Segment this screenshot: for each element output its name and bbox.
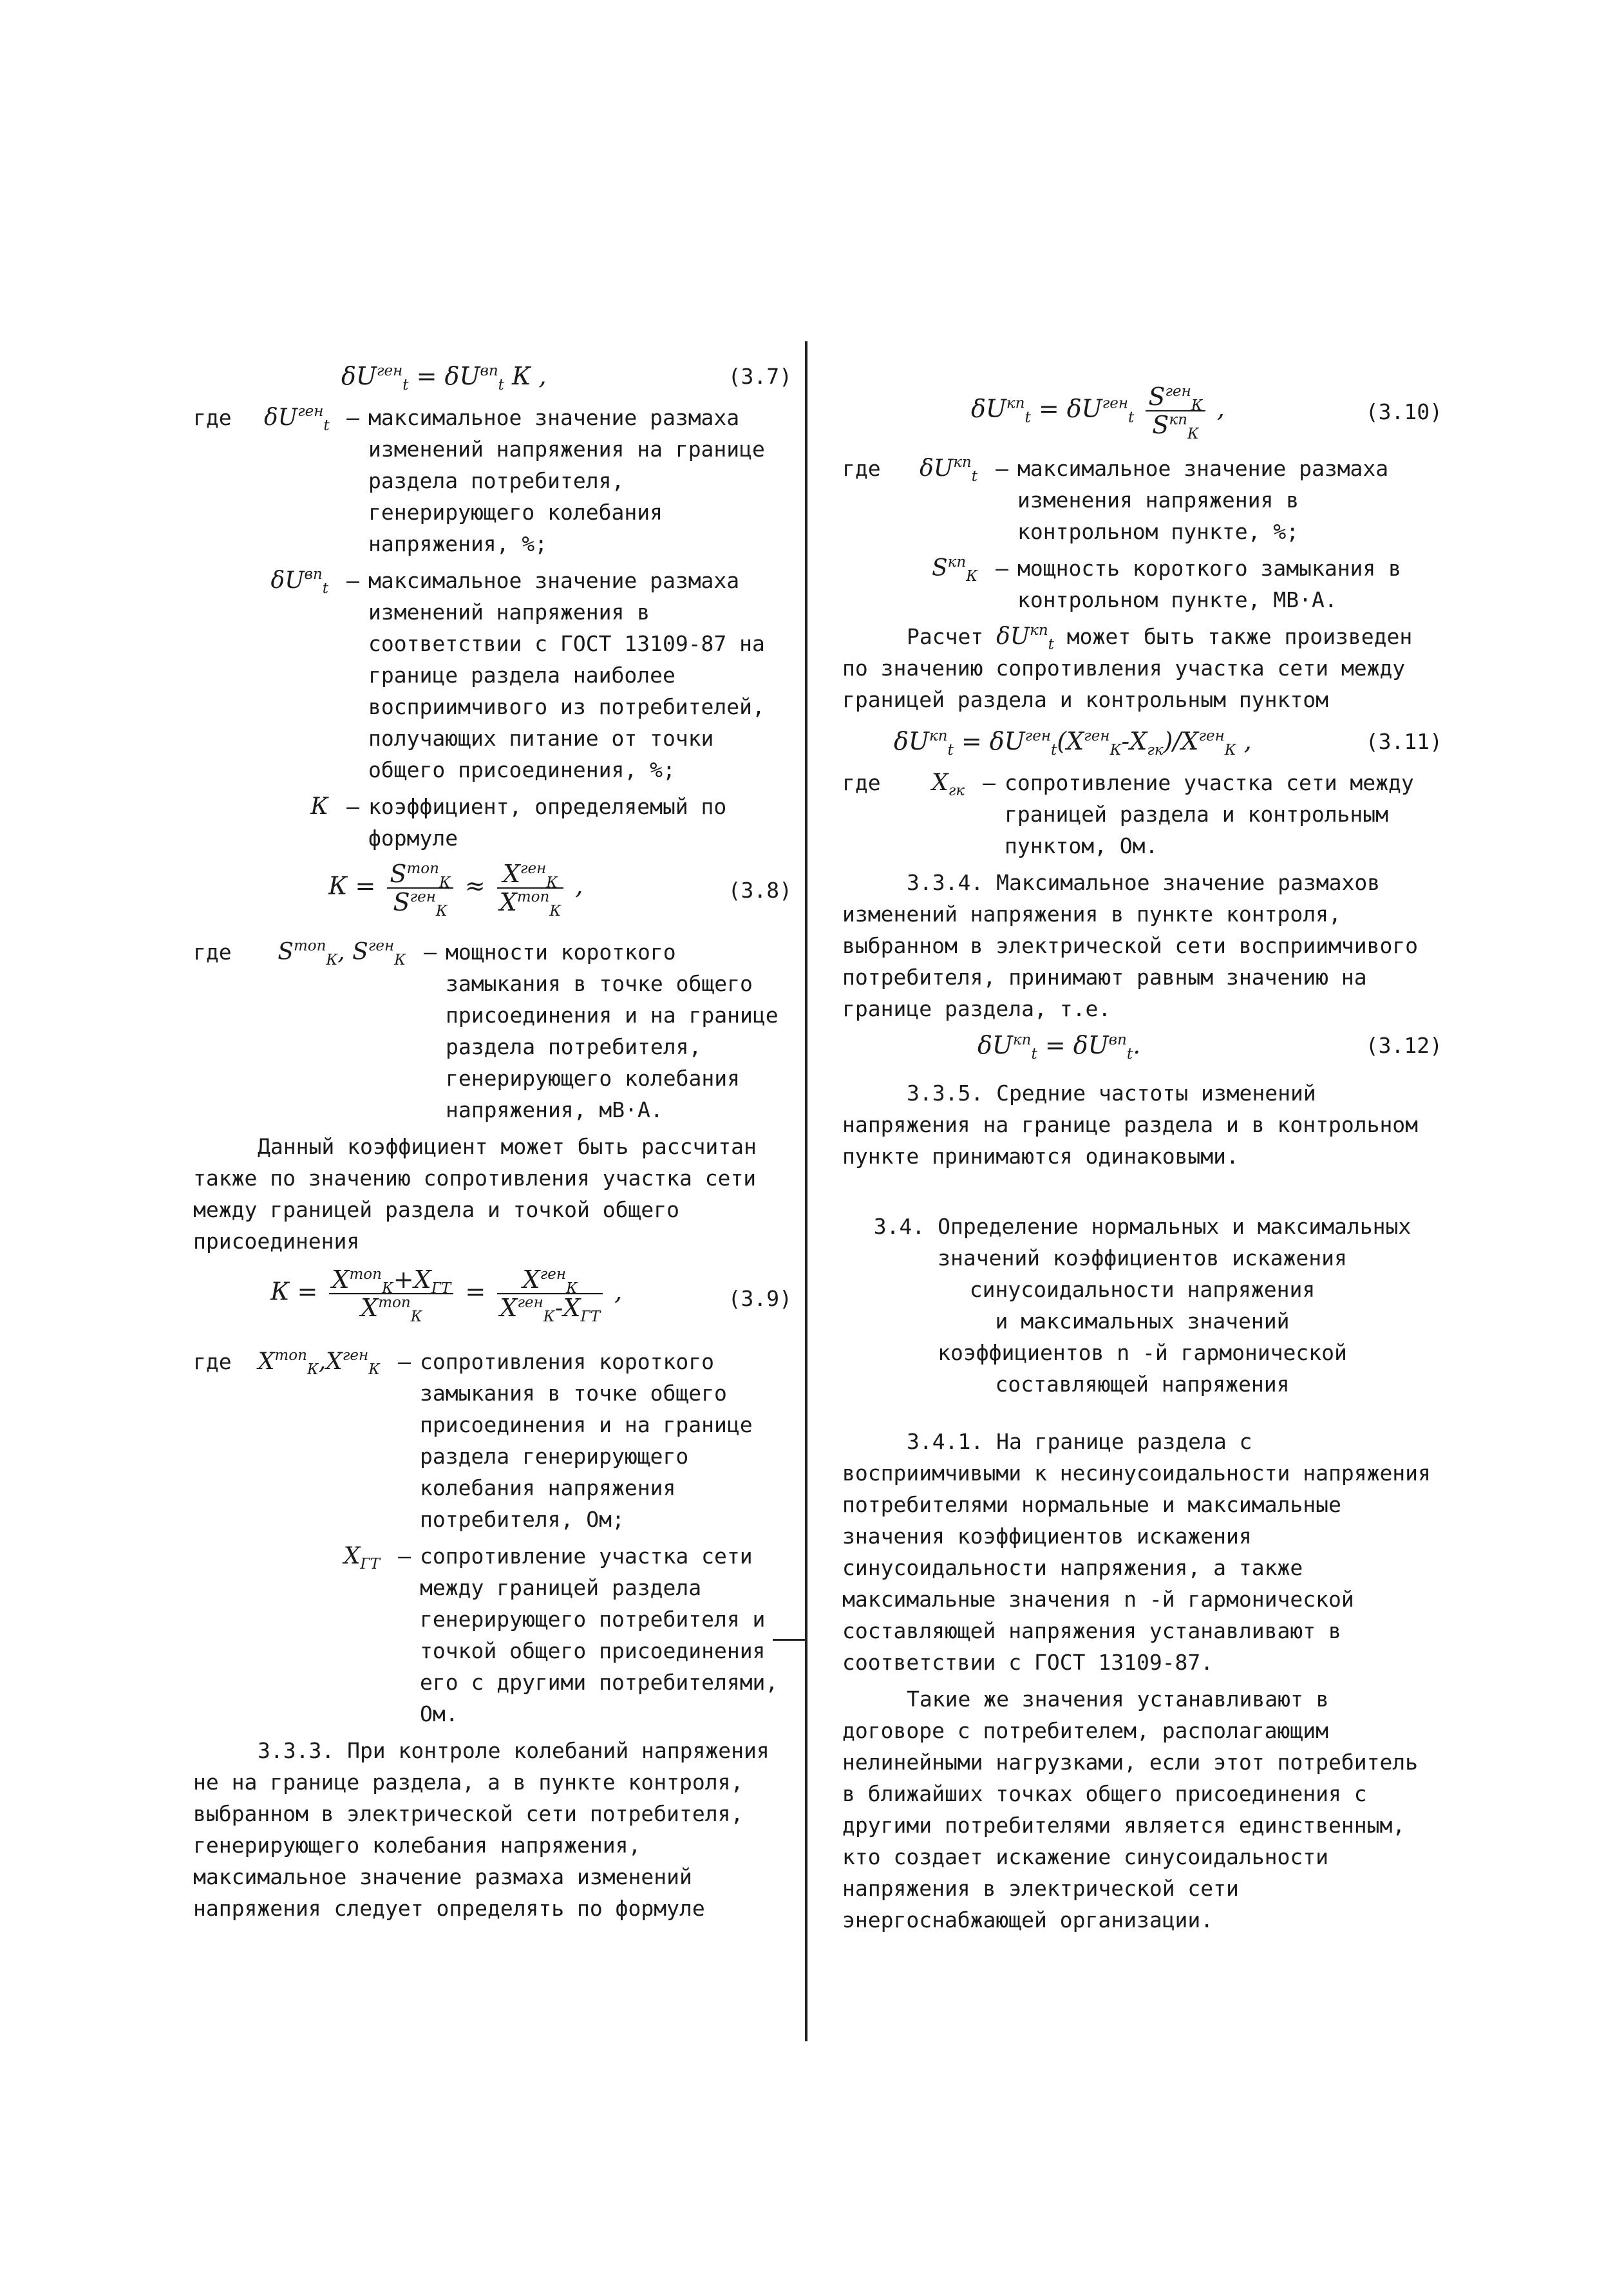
column-divider [805,341,807,2041]
heading-line: синусоидальности напряжения [969,1277,1316,1302]
equation-number: (3.9) [728,1286,792,1311]
section-heading-3-4 [842,1211,1442,1400]
paragraph-3-3-3: 3.3.3. При контроле колебаний напряжения не на границе раздела, а в пункте контроля, выбранном в электрической сети потребителя, генерирующего колебания напряжения, максимальное значение размаха изменений напряжения следует определять по формуле [193,1738,770,1921]
definition-x-mon-gen: где $X^{mon}_К,X^{ген}_К$ – сопротивления короткого замыкания в точке общего присоединения и на границе раздела генерирующего колебания напряжения потребителя, Ом; [193,1347,753,1532]
definition-k: К – коэффициент, определяемый по формуле [310,793,727,851]
paragraph-agreement: Такие же значения устанавливают в договоре с потребителем, располагающим нелинейными нагрузками, если этот потребитель в ближайших точках общего присоединения с другими потребителями является единственным, кто создает искажение синусоидальности напряжения в электрической сети энергоснабжающей организации. [842,1686,1419,1932]
definition-du-vp: $\delta U^{вп}_t$ – максимальное значение размаха изменений напряжения в соответствии с ГОСТ 13109-87 на границе раздела наиболее восприимчивого из потребителей, получающих питание от точки общего присоединения, %; [270,566,765,782]
equation-number: (3.12) [1365,1033,1442,1058]
formula-3-7: $\delta U^{ген}_t = \delta U^{вп}_t$ К , (3.7) [341,362,792,393]
definition-x-gk: где $X_{гк}$ – сопротивление участка сети между границей раздела и контрольным пунктом, Ом. [842,770,1414,858]
definition-du-gen: где $\delta U^{ген}_t$ – максимальное значение размаха изменений напряжения на границе раздела потребителя, генерирующего колебания напряжения, %; [193,403,765,556]
heading-line: 3.4. Определение нормальных и максимальных значений коэффициентов искажения [873,1214,1412,1271]
heading-line: составляющей напряжения [995,1372,1290,1397]
formula-3-11: $\delta U^{кп}_t = \delta U^{ген}_t(X^{ген}_К-X_{гк})/X^{ген}_К$ , (3.11) [894,727,1442,759]
paragraph-coefficient-note: Данный коэффициент может быть рассчитан также по значению сопротивления участка сети между границей раздела и точкой общего присоединения [193,1134,757,1254]
equation-number: (3.8) [728,878,792,903]
definition-s-mon-gen: где $S^{mon}_К$, $S^{ген}_К$ – мощности короткого замыкания в точке общего присоединения и на границе раздела потребителя, генерирующего колебания напряжения, мВ·А. [193,938,779,1122]
equation-number: (3.7) [728,364,792,389]
equation-number: (3.11) [1365,729,1442,754]
definition-s-kp: $S^{кп}_К$ – мощность короткого замыкания в контрольном пункте, МВ·А. [931,554,1402,612]
paragraph-raschet: Расчет $\delta U^{кп}_t$ может быть также произведен по значению сопротивления участка сети между границей раздела и контрольным пунктом [842,622,1413,712]
paragraph-3-3-4: 3.3.4. Максимальное значение размахов изменений напряжения в пункте контроля, выбранном в электрической сети восприимчивого потребителя, принимают равным значению на границе раздела, т.е. [842,870,1419,1021]
formula-3-9: К = $\frac{X^{mon}_К+X_{ГТ}}{X^{mon}_К}$ = $\frac{X^{ген}_К}{X^{ген}_К-X_{ГТ}}$ , (3.9) [270,1265,792,1325]
left-column [193,361,792,1924]
paragraph-3-3-5: 3.3.5. Средние частоты изменений напряжения на границе раздела и в контрольном пункте принимаются одинаковыми. [842,1081,1419,1169]
definition-x-gt: $X_{ГТ}$ – сопротивление участка сети между границей раздела генерирующего потребителя и точкой общего присоединения его с другими потребителями, Ом. [343,1543,779,1726]
paragraph-3-4-1: 3.4.1. На границе раздела с восприимчивыми к несинусоидальности напряжения потребителями нормальные и максимальные значения коэффициентов искажения синусоидальности напряжения, а также максимальные значения n -й гармонической составляющей напряжения устанавливают в соответствии с ГОСТ 13109-87. [842,1429,1431,1675]
right-column [842,383,1442,1936]
formula-3-8: К = $\frac{S^{mon}_К}{S^{ген}_К}$ ≈ $\frac{X^{ген}_К}{X^{mon}_К}$ , (3.8) [328,860,792,920]
formula-3-12: $\delta U^{кп}_t = \delta U^{вп}_t$. (3.12) [977,1031,1442,1063]
equation-number: (3.10) [1365,399,1442,424]
definition-du-kp: где $\delta U^{кп}_t$ – максимальное значение размаха изменения напряжения в контрольном пункте, %; [842,454,1389,544]
heading-line: и максимальных значений [995,1309,1290,1334]
heading-line: коэффициентов n -й гармонической [938,1340,1347,1365]
formula-3-10: $\delta U^{кп}_t = \delta U^{ген}_t$ $\frac{S^{ген}_К}{S^{кп}_К}$ , (3.10) [971,383,1442,442]
